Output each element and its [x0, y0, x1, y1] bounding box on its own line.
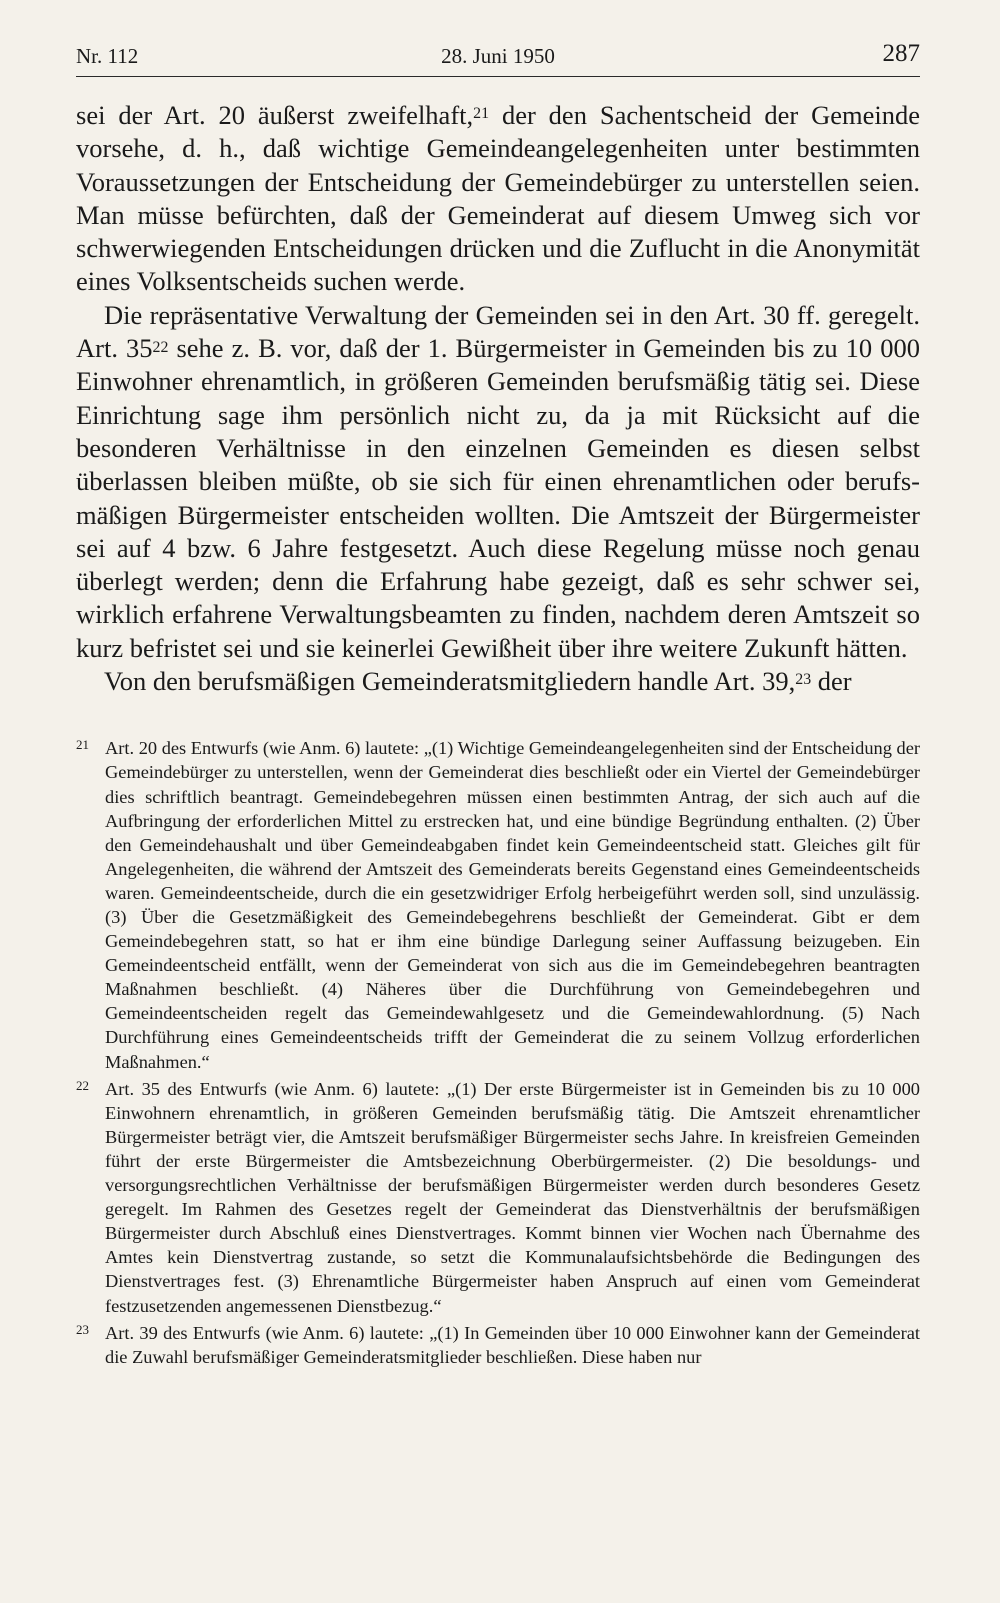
running-head [76, 40, 920, 77]
footnote [76, 736, 920, 1073]
document-number: Nr. 112 [76, 44, 139, 68]
page-number: 287 [882, 40, 920, 67]
main-text [76, 99, 920, 698]
body-text: der den Sachentscheid der Gemeinde vorsehe, d. h., daß wichtige Gemeindeangelegenheiten unter bestimmten Voraussetzungen der Entscheidung der Gemeindebürger zu unterstellen seien. Man müsse befürchten, daß der Gemeinderat auf diesem Umweg sich vor schwerwiegenden Entscheidungen drücken und die Zuflucht in die Anonymität eines Volksentscheids suchen werde. [76, 100, 920, 297]
body-text: der [811, 666, 852, 697]
footnote [76, 1321, 920, 1369]
body-paragraph [76, 665, 920, 698]
footnote-number: 22 [76, 1077, 89, 1093]
body-text: Die repräsentative Verwaltung der Gemeinden sei in den Art. 30 ff. geregelt. Art. 35 [76, 299, 920, 364]
body-text: sei der Art. 20 äußerst zweifelhaft, [76, 100, 474, 130]
body-paragraph [76, 299, 920, 665]
document-date: 28. Juni 1950 [441, 44, 555, 68]
footnote [76, 1077, 920, 1318]
footnote-reference: 22 [152, 338, 169, 356]
footnote-reference: 23 [795, 671, 812, 689]
body-paragraph [76, 99, 920, 299]
footnote-text: Art. 20 des Entwurfs (wie Anm. 6) lautete: „(1) Wichtige Gemeindeangelegenheiten sind der Entscheidung der Gemeindebürger zu unterstellen, wenn der Gemeinderat dies beschließt oder ein Viertel der Gemeindebürger dies schriftlich beantragt. Gemeindebegehren müssen einen bestimmten Antrag, der sich auch auf die Aufbringung der erforderlichen Mittel zu erstrecken hat, und eine bündige Begründung enthalten. (2) Über den Gemeindehaushalt und über Gemeindeabgaben findet kein Gemeindeentscheid statt. Gleiches gilt für Angelegenheiten, die während der Amtszeit des Gemeinderats bereits Gegenstand eines Gemeindeentscheids waren. Gemeindeentscheide, durch die ein gesetzwidriger Erfolg herbeigeführt werden soll, sind unzulässig. (3) Über die Gesetzmäßigkeit des Gemeindebegehrens beschließt der Gemeinderat. Gibt er dem Gemeindebegehren statt, so hat er ihm eine bündige Darlegung seiner Auffassung beizugeben. Ein Gemeindeentscheid entfällt, wenn der Gemeinderat von sich aus die im Gemeindebegehren beantragten Maßnahmen beschließt. (4) Näheres über die Durchführung von Gemeindebegehren und Gemeindeentscheiden regelt das Gemeindewahlgesetz und die Gemeindewahlordnung. (5) Nach Durchführung eines Gemeindeentscheids trifft der Gemeinderat die zu seinem Vollzug erforderlichen Maßnahmen.“ [105, 738, 921, 1072]
footnote-number: 23 [76, 1321, 89, 1337]
footnote-reference: 21 [473, 105, 490, 123]
footnotes [76, 736, 920, 1368]
body-text: Von den berufsmäßigen Gemeinderatsmitgliedern handle Art. 39, [104, 666, 796, 697]
footnote-number: 21 [76, 737, 89, 753]
body-text: sehe z. B. vor, daß der 1. Bürgermeister in Gemeinden bis zu 10 000 Einwohner ehrenamtlich, in größeren Gemeinden berufsmäßig tätig sei. Diese Einrichtung sage ihm persönlich nicht zu, da ja mit Rücksicht auf die besonderen Verhältnisse in den einzelnen Gemeinden es diesen selbst überlassen bleiben müßte, ob sie sich für einen ehrenamtlichen oder berufsmäßigen Bürgermeister entscheiden wollten. Die Amtszeit der Bürgermeister sei auf 4 bzw. 6 Jahre festgesetzt. Auch diese Regelung müsse noch genau überlegt werden; denn die Erfahrung habe gezeigt, daß es sehr schwer sei, wirklich erfahrene Verwaltungsbeamten zu finden, nachdem deren Amtszeit so kurz befristet sei und sie keinerlei Gewißheit über ihre weitere Zukunft hätten. [76, 333, 920, 663]
footnote-text: Art. 39 des Entwurfs (wie Anm. 6) lautete: „(1) In Gemeinden über 10 000 Einwohner kann der Gemeinderat die Zuwahl berufsmäßiger Gemeinderatsmitglieder beschließen. Diese haben nur [105, 1322, 920, 1367]
footnote-text: Art. 35 des Entwurfs (wie Anm. 6) lautete: „(1) Der erste Bürgermeister ist in Gemeinden bis zu 10 000 Einwohnern ehrenamtlich, in größeren Gemeinden berufsmäßig tätig. Die Amtszeit ehrenamtlicher Bürgermeister beträgt vier, die Amtszeit berufsmäßiger Bürgermeister sechs Jahre. In kreisfreien Gemeinden führt der erste Bürgermeister die Amtsbezeichnung Oberbürgermeister. (2) Die besoldungs- und versorgungsrechtlichen Verhältnisse der berufsmäßigen Bürgermeister werden durch besonderes Gesetz geregelt. Im Rahmen des Gesetzes regelt der Gemeinderat das Dienstverhältnis der berufsmäßigen Bürgermeister durch Abschluß eines Dienstvertrages. Kommt binnen vier Wochen nach Übernahme des Amtes kein Dienstvertrag zustande, so setzt die Kommunalaufsichtsbehörde die Bedingungen des Dienstvertrages fest. (3) Ehrenamtliche Bürgermeister haben Anspruch auf einen vom Gemeinderat festzusetzenden angemessenen Dienstbezug.“ [105, 1078, 920, 1316]
